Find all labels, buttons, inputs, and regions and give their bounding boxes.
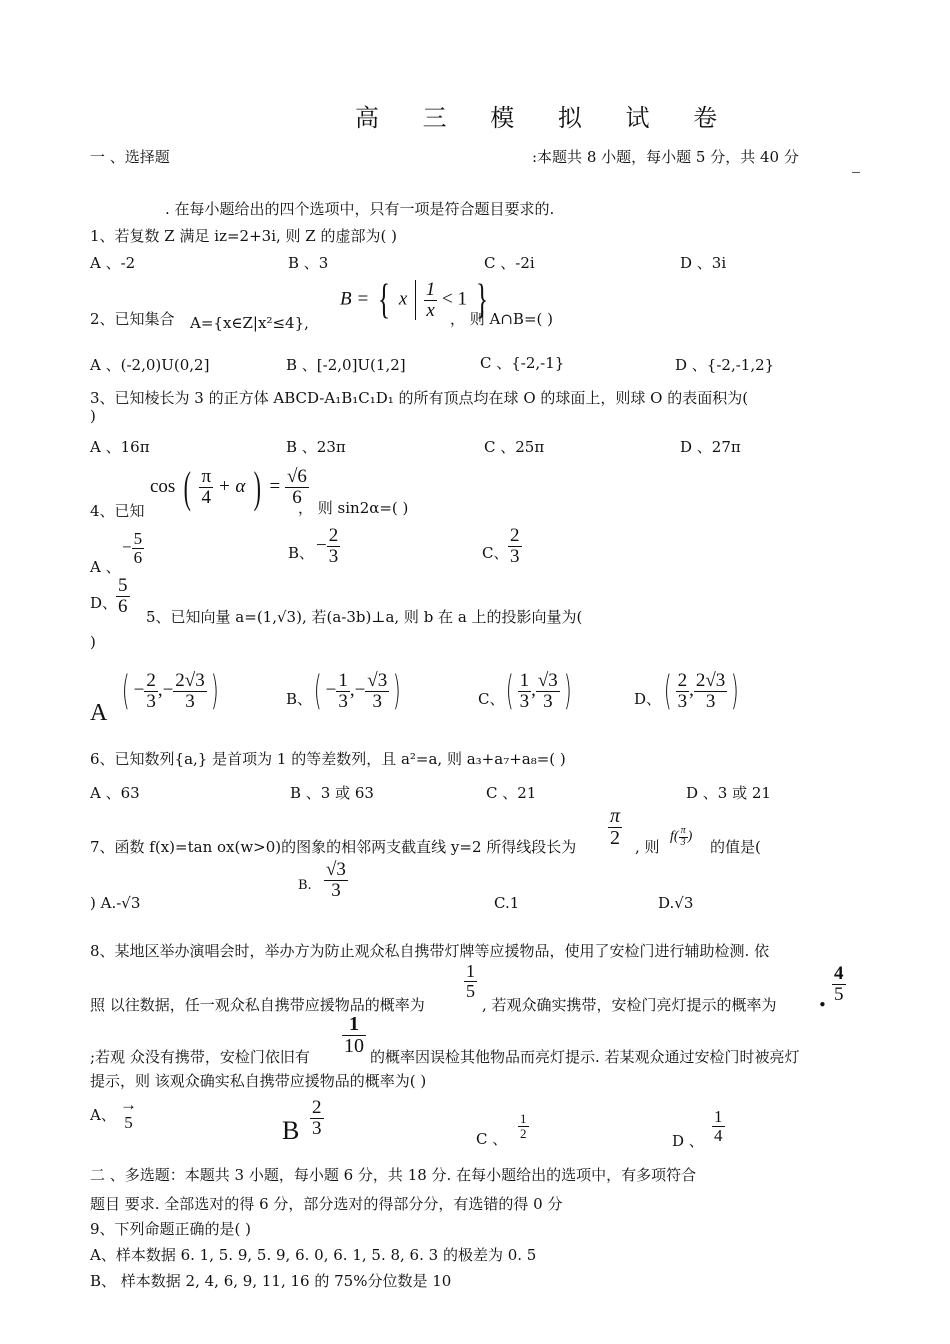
q4-option-c: $\frac{2}{3}$ [510, 525, 520, 567]
q8-line3b: 的概率因误检其他物品而亮灯提示. 若某观众通过安检门时被亮灯 [370, 1048, 800, 1066]
q5-option-b-label: B、 [286, 690, 313, 708]
q8-option-c-label: C 、 [476, 1130, 508, 1148]
q4-condition: cos ( $\frac{\pi}{4}$ + α ) = $\frac{√6}{6}$ [150, 463, 307, 512]
q5-stem: 5、已知向量 a=(1,√3), 若(a-3b)⊥a, 则 b 在 a 上的投影向量为( [146, 608, 583, 626]
q2-option-a: A 、(-2,0)U(0,2] [90, 356, 210, 374]
q4-stem-a: 4、已知 [90, 502, 145, 520]
q7-stem-b: , 则 [635, 838, 660, 856]
q6-stem: 6、已知数列{a,} 是首项为 1 的等差数列，且 a²=a, 则 a₃+a₇+a₈=( ) [90, 750, 566, 768]
q2-option-d: D 、{-2,-1,2} [675, 356, 775, 374]
q7-option-a: ) A.-√3 [90, 894, 141, 912]
q8-line3a: ;若观 众没有携带，安检门依旧有 [90, 1048, 310, 1066]
q3-stem-end: ) [90, 407, 96, 425]
q1-option-c: C 、-2i [484, 254, 535, 272]
q8-line4: 提示，则 该观众确实私自携带应援物品的概率为( ) [90, 1072, 427, 1090]
q5-option-d-label: D、 [634, 690, 662, 708]
q4-option-d-label: D、 [90, 594, 118, 612]
q3-stem: 3、已知棱长为 3 的正方体 ABCD-A₁B₁C₁D₁ 的所有顶点均在球 O 的球面上，则球 O 的表面积为( [90, 389, 749, 407]
q3-option-a: A 、16π [90, 438, 150, 456]
q2-stem-b: ， 则 A∩B=( ) [450, 310, 554, 328]
q1-option-a: A 、-2 [90, 254, 136, 272]
q4-option-b: − $\frac{2}{3}$ [316, 525, 339, 567]
q7-option-c: C.1 [494, 894, 520, 912]
q3-option-b: B 、23π [286, 438, 346, 456]
q8-option-b: $\frac{2}{3}$ [312, 1097, 322, 1139]
q9-option-b: B、 样本数据 2, 4, 6, 9, 11, 16 的 75%分位数是 10 [90, 1272, 452, 1290]
q8-line2b: , 若观众确实携带，安检门亮灯提示的概率为 [482, 996, 777, 1014]
q6-option-a: A 、63 [90, 784, 140, 802]
q4-option-b-label: B、 [288, 544, 315, 562]
q8-line1: 8、某地区举办演唱会时，举办方为防止观众私自携带灯牌等应援物品，使用了安检门进行辅助检测. 依 [90, 942, 770, 960]
q8-frac-1-5: $\frac{1}{5}$ [466, 961, 475, 1001]
q9-stem: 9、下列命题正确的是( ) [90, 1220, 252, 1238]
q5-option-d: ( $\frac{2}{3}$ , $\frac{2√3}{3}$ ) [663, 668, 740, 714]
section2-line2: 题目 要求. 全部选对的得 6 分，部分选对的得部分分，有选错的得 0 分 [90, 1195, 563, 1213]
q7-f-value: f( $\frac{\pi}{3}$ ) [670, 825, 693, 848]
section1-rule: :本题共 8 小题，每小题 5 分，共 40 分 [532, 148, 799, 166]
q8-option-d-label: D 、 [672, 1132, 704, 1150]
q7-option-d: D.√3 [658, 894, 694, 912]
q1-option-d: D 、3i [680, 254, 727, 272]
q8-option-a-label: A、 [90, 1106, 116, 1124]
q5-option-a: ( − $\frac{2}{3}$ ,− $\frac{2√3}{3}$ ) [121, 668, 219, 714]
q5-option-a-label: A [90, 700, 108, 726]
page-title: 高 三 模 拟 试 卷 [355, 104, 736, 132]
q7-stem-c: 的值是( [710, 838, 761, 856]
q7-pi-over-2: $\frac{\pi}{2}$ [610, 805, 621, 849]
q2-set-b: B = { x $\frac{1}{x}$ < 1 } [340, 277, 488, 323]
q7-option-b: $\frac{√3}{3}$ [326, 859, 346, 901]
q8-option-d: $\frac{1}{4}$ [714, 1107, 723, 1145]
q8-option-a: → 5 [120, 1095, 137, 1132]
divider [852, 172, 860, 173]
q4-option-a: − $\frac{5}{6}$ [122, 529, 143, 567]
q4-option-d: $\frac{5}{6}$ [118, 575, 128, 617]
q5-stem-end: ) [90, 633, 96, 651]
q3-option-c: C 、25π [484, 438, 545, 456]
q2-option-b: B 、[-2,0]U(1,2] [286, 356, 406, 374]
q7-stem: 7、函数 f(x)=tan ox(w>0)的图象的相邻两支截直线 y=2 所得线段长为 [90, 838, 577, 856]
q4-option-a-label: A 、 [90, 558, 121, 576]
q8-option-c: $\frac{1}{2}$ [520, 1111, 527, 1141]
q4-stem-b: ， 则 sin2α=( ) [298, 499, 409, 517]
q6-option-b: B 、3 或 63 [290, 784, 374, 802]
section1-heading: 一 、选择题 [90, 148, 170, 166]
q1-stem: 1、若复数 Z 满足 iz=2+3i, 则 Z 的虚部为( ) [90, 227, 397, 245]
section2-line1: 二 、多选题：本题共 3 小题，每小题 6 分，共 18 分. 在每小题给出的选项中，有多项符合 [90, 1166, 697, 1184]
q6-option-d: D 、3 或 21 [686, 784, 771, 802]
q2-stem-a: 2、已知集合 [90, 310, 175, 328]
q5-option-b: ( − $\frac{1}{3}$ ,− $\frac{√3}{3}$ ) [313, 668, 401, 714]
section1-instruction: . 在每小题给出的四个选项中，只有一项是符合题目要求的. [165, 200, 555, 218]
q5-option-c-label: C、 [478, 690, 505, 708]
q1-option-b: B 、3 [288, 254, 329, 272]
q8-line2a: 照 以往数据，任一观众私自携带应援物品的概率为 [90, 996, 425, 1014]
q8-frac-1-10: $\frac{1}{10}$ [344, 1013, 364, 1057]
q2-set-a: A={x∈Z|x²≤4}, [190, 314, 309, 332]
q8-option-b-label: B [282, 1116, 300, 1145]
q2-option-c: C 、{-2,-1} [480, 354, 565, 372]
q3-option-d: D 、27π [680, 438, 741, 456]
q7-option-b-label: B. [298, 878, 312, 893]
q8-dot: • [818, 996, 827, 1014]
q5-option-c: ( $\frac{1}{3}$ , $\frac{√3}{3}$ ) [505, 668, 572, 714]
q4-option-c-label: C、 [482, 544, 509, 562]
q9-option-a: A、样本数据 6. 1, 5. 9, 5. 9, 6. 0, 6. 1, 5. 8, 6. 3 的极差为 0. 5 [90, 1246, 537, 1264]
q8-frac-4-5: $\frac{4}{5}$ [834, 963, 844, 1005]
q6-option-c: C 、21 [486, 784, 537, 802]
